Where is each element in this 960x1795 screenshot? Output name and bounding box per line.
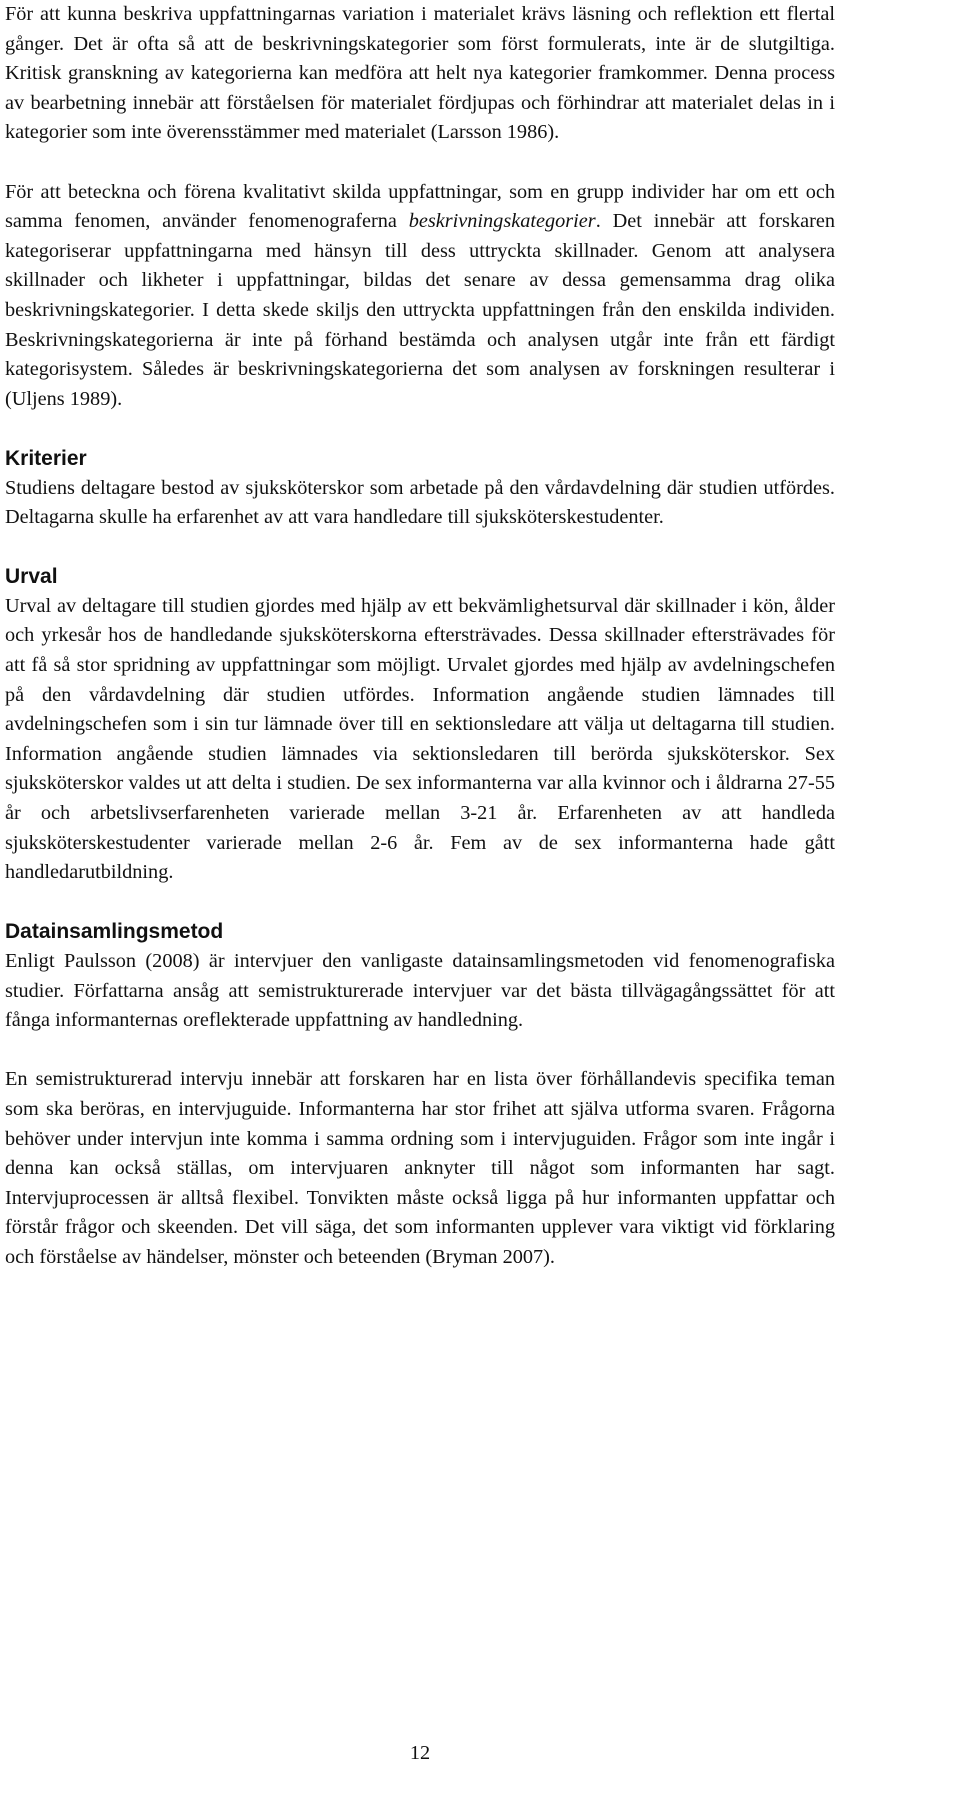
urval-paragraph: Urval av deltagare till studien gjordes med hjälp av ett bekvämlighetsurval där skillnader i kön, ålder och yrkesår hos de handledande sjuksköterskorna eftersträvades. Dessa skillnader eftersträvades för att få så stor spridning av uppfattningar som möjligt. Urvalet gjordes med hjälp av avdelningschefen på den vårdavdelning där studien utfördes. Information angående studien lämnades till avdelningschefen som i sin tur lämnade över till en sektionsledare att välja ut deltagarna till studien. Information angående studien lämnades via sektionsledaren till berörda sjuksköterskor. Sex sjuksköterskor valdes ut att delta i studien. De sex informanterna var alla kvinnor och i åldrarna 27-55 år och arbetslivserfarenheten varierade mellan 3-21 år. Erfarenheten av att handleda sjuksköterskestudenter varierade mellan 2-6 år. Fem av de sex informanterna hade gått handledarutbildning. <box>5 594 835 884</box>
intro-paragraph: För att kunna beskriva uppfattningarnas variation i materialet krävs läsning och reflektion ett flertal gånger. Det är ofta så att de beskrivningskategorier som först formulerats, inte är de slutgiltiga. Kritisk granskning av kategorierna kan medföra att helt nya kategorier framkommer. Denna process av bearbetning innebär att förståelsen för materialet fördjupas och förhindrar att materialet delas in i kategorier som inte överensstämmer med materialet (Larsson 1986). <box>5 3 835 144</box>
datainsamlingsmetod-paragraph-1: Enligt Paulsson (2008) är intervjuer den vanligaste datainsamlingsmetoden vid fenomenografiska studier. Författarna ansåg att semistrukturerade intervjuer var det bästa tillvägagångssättet för att fånga informanternas oreflekterade uppfattning av handledning. <box>5 950 835 1032</box>
document-page <box>5 0 835 1302</box>
categories-paragraph <box>5 178 835 415</box>
page-number: 12 <box>409 1742 431 1764</box>
categories-emphasis: beskrivningskategorier <box>408 210 596 233</box>
section-datainsamlingsmetod <box>5 917 835 1272</box>
section-heading-datainsamlingsmetod: Datainsamlingsmetod <box>5 920 224 944</box>
section-urval <box>5 562 835 888</box>
categories-paragraph-part2: . Det innebär att forskaren kategoriserar uppfattningarna med hänsyn till dess uttryckta skillnader. Genom att analysera skillnader och likheter i uppfattningar, bildas det senare av dessa gemensamma drag olika beskrivningskategorier. I detta skede skiljs den uttryckta uppfattningen från den enskilda individen. Beskrivningskategorierna är inte på förhand bestämda och analysen utgår inte från ett färdigt kategorisystem. Således är beskrivningskategorierna det som analysen av forskningen resulterar i (Uljens 1989). <box>5 210 835 410</box>
datainsamlingsmetod-paragraph-2: En semistrukturerad intervju innebär att forskaren har en lista över förhållandevis specifika teman som ska beröras, en intervjuguide. Informanterna har stor frihet att själva utforma svaren. Frågorna behöver under intervjun inte komma i samma ordning som i intervjuguiden. Frågor som inte ingår i denna kan också ställas, om intervjuaren anknyter till något som informanten har sagt. Intervjuprocessen är alltså flexibel. Tonvikten måste också ligga på hur informanten uppfattar och förstår frågor och skeenden. Det vill säga, det som informanten upplever vara viktigt vid förklaring och förståelse av händelser, mönster och beteenden (Bryman 2007). <box>5 1068 835 1268</box>
section-heading-kriterier: Kriterier <box>5 446 87 470</box>
categories-paragraph-part1: För att beteckna och förena kvalitativt skilda uppfattningar, som en grupp individer har om ett och samma fenomen, använder fenomenograferna <box>5 180 835 233</box>
kriterier-paragraph: Studiens deltagare bestod av sjuksköterskor som arbetade på den vårdavdelning där studien utfördes. Deltagarna skulle ha erfarenhet av att vara handledare till sjuksköterskestudenter. <box>5 476 835 529</box>
section-kriterier <box>5 444 835 533</box>
section-heading-urval: Urval <box>5 565 58 589</box>
